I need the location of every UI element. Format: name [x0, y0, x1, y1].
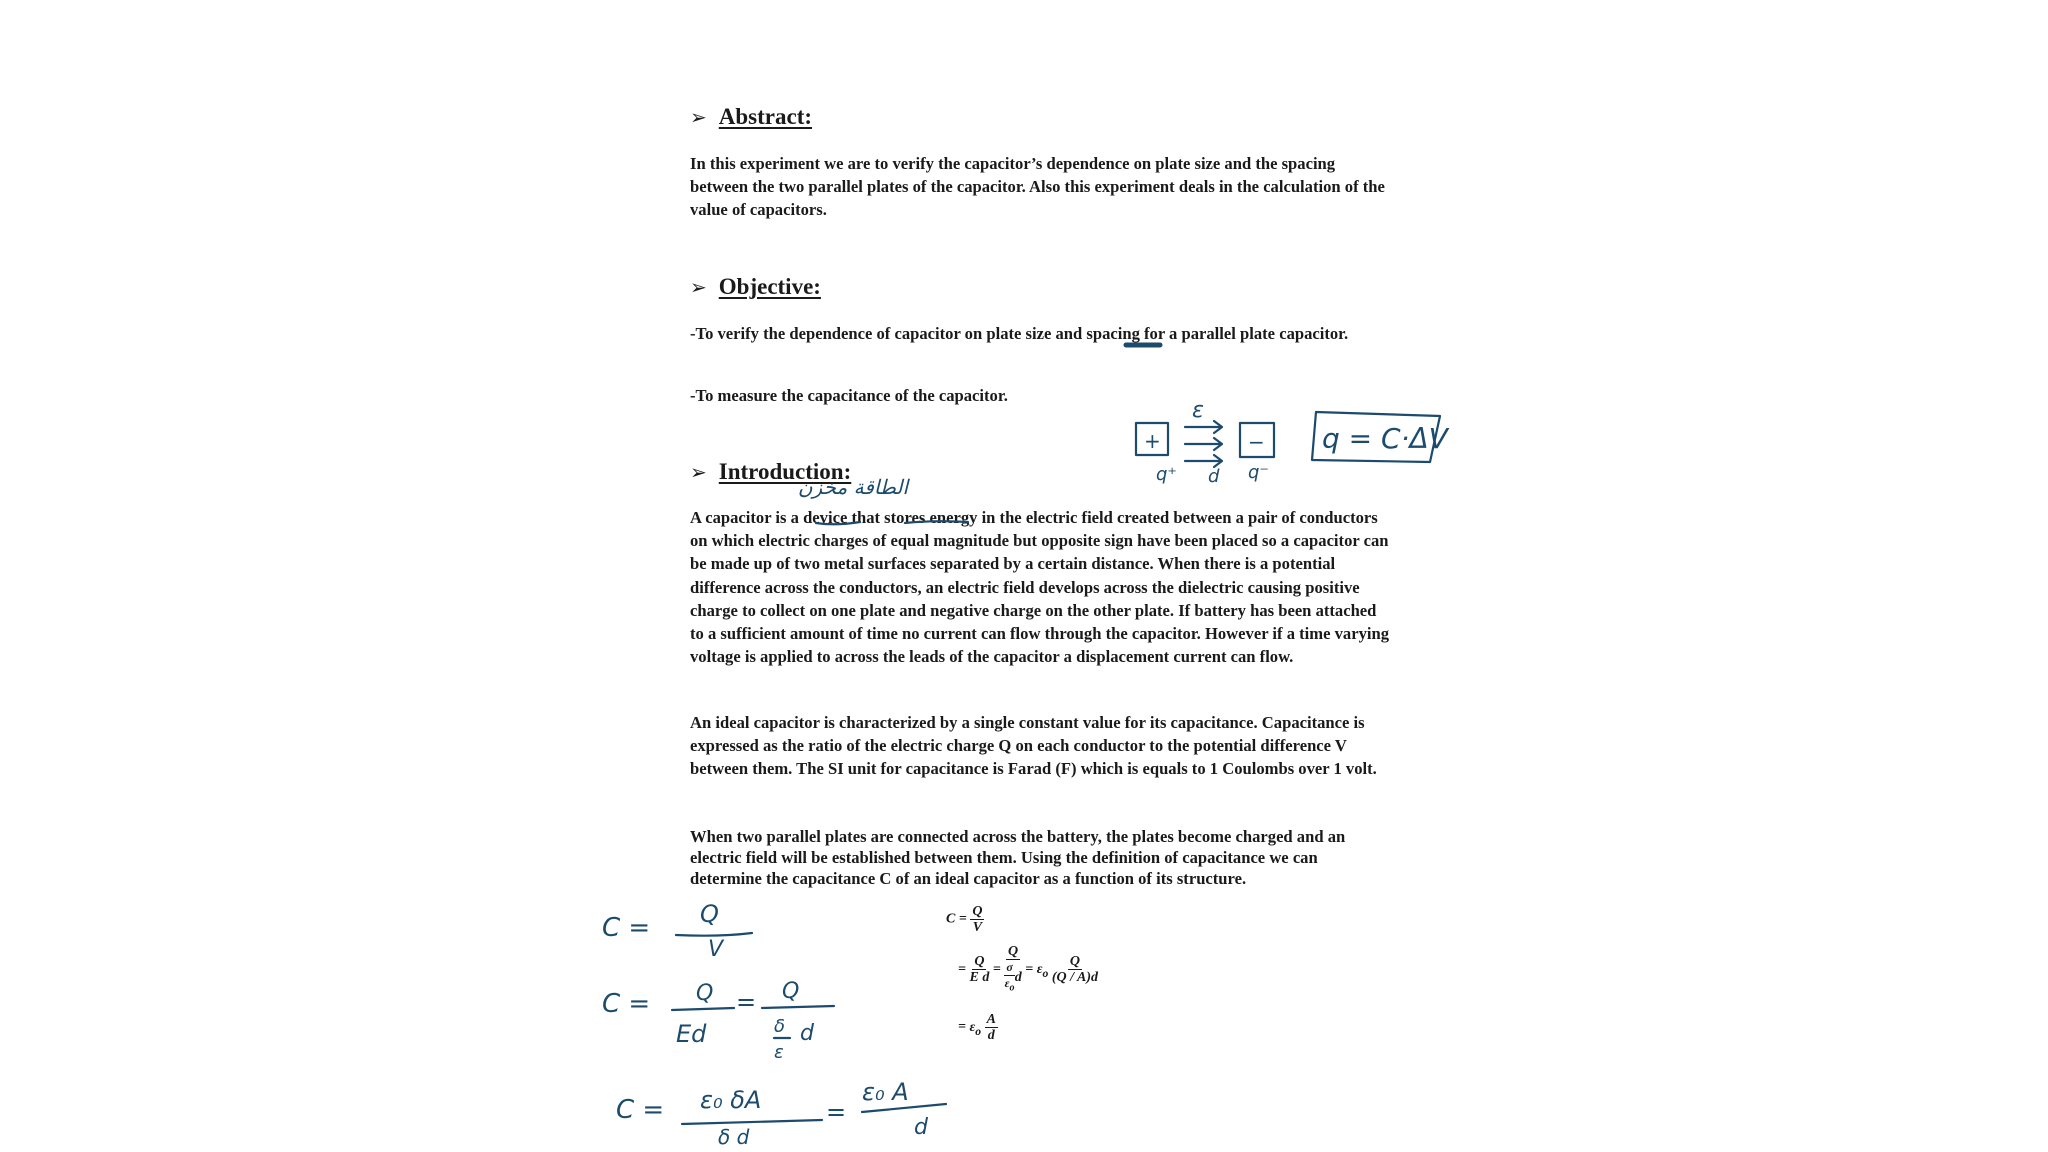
- hand-fraction-bar-3: [762, 1006, 834, 1008]
- abstract-text: In this experiment we are to verify the capacitor’s dependence on plate size and the spacing between the two parallel plates of the capacitor. Also this experiment deals in the calculation of the value of capacitors.: [690, 154, 1385, 220]
- hand-minus-label: −: [1248, 430, 1265, 454]
- hand-sigma-d: δ d: [718, 1125, 750, 1149]
- hand-arabic-note: الطاقة مخزن: [797, 475, 908, 499]
- negative-plate-box: [1240, 423, 1274, 457]
- hand-q-numerator-3: Q: [782, 979, 800, 1004]
- hand-equals-1: =: [736, 988, 757, 1016]
- formula-box: [1312, 412, 1440, 462]
- hand-q-minus-label: q⁻: [1248, 462, 1269, 483]
- introduction-title: Introduction:: [718, 459, 852, 484]
- hand-q-numerator-1: Q: [700, 900, 719, 928]
- hand-plus-label: +: [1144, 429, 1161, 453]
- field-arrow-icon: [1185, 421, 1222, 433]
- field-arrow-icon: [1185, 438, 1222, 450]
- intro-paragraph-2: An ideal capacitor is characterized by a single constant value for its capacitance. Capacitance is expressed as the ratio of the electric charge Q on each conductor to the potential difference V between them. The SI unit for capacitance is Farad (F) which is equals to 1 Coulombs over 1 volt.: [690, 713, 1377, 779]
- objective-heading: [690, 274, 821, 300]
- hand-d-label: d: [1208, 466, 1220, 487]
- equation-result: = $\varepsilon_o$ $\frac{A}{d}$: [958, 1012, 996, 1043]
- hand-sigma: δ: [774, 1016, 786, 1037]
- hand-c-eq-2: C =: [602, 989, 651, 1019]
- introduction-heading: [690, 459, 851, 485]
- hand-fraction-bar-1: [676, 933, 752, 936]
- intro-paragraph-1: A capacitor is a device that stores energy in the electric field created between a pair of conductors on which electric charges of equal magnitude but opposite sign have been placed so a capacitor can be made up of two metal surfaces separated by a certain distance. When there is a potential difference across the conductors, an electric field develops across the dielectric causing positive charge to collect on one plate and negative charge on the other plate. If battery has been attached to a sufficient amount of time no current can flow through the capacitor. However if a time varying voltage is applied to across the leads of the capacitor a displacement current can flow.: [690, 508, 1390, 667]
- hand-fraction-bar-2: [672, 1008, 734, 1010]
- bullet-arrow-icon: ➢: [690, 105, 707, 129]
- hand-eps: ε: [774, 1042, 784, 1063]
- hand-c-eq-1: C =: [602, 913, 651, 943]
- hand-q-plus-label: q⁺: [1156, 464, 1177, 485]
- objective-line-2: -To measure the capacitance of the capacitor.: [690, 386, 1008, 405]
- hand-c-eq-3: C =: [616, 1095, 665, 1125]
- field-arrow-icon: [1185, 455, 1222, 467]
- hand-d-2: d: [914, 1115, 928, 1140]
- hand-epsilon-label: ε: [1192, 398, 1204, 423]
- hand-q-numerator-2: Q: [696, 981, 714, 1006]
- equation-c-equals-q-over-v: C = $\frac{Q}{V}$: [946, 904, 983, 935]
- bullet-arrow-icon: ➢: [690, 275, 707, 299]
- hand-fraction-bar-4: [682, 1120, 822, 1124]
- hand-fraction-bar-5: [862, 1104, 946, 1112]
- hand-eps-a: ε₀ A: [862, 1078, 909, 1106]
- hand-boxed-formula: q = C·ΔV: [1322, 422, 1448, 455]
- abstract-heading: [690, 104, 812, 130]
- hand-ed-denominator: Ed: [676, 1020, 707, 1048]
- positive-plate-box: [1136, 423, 1168, 455]
- intro-paragraph-3: When two parallel plates are connected across the battery, the plates become charged and an electric field will be established between them. Using the definition of capacitance we can determine the capacitance C of an ideal capacitor as a function of its structure.: [690, 827, 1346, 888]
- bullet-arrow-icon: ➢: [690, 460, 707, 484]
- objective-title: Objective:: [718, 274, 821, 299]
- objective-line-1: -To verify the dependence of capacitor on plate size and spacing for a parallel plate capacitor.: [690, 324, 1349, 343]
- hand-d-1: d: [800, 1021, 814, 1046]
- hand-eps-sigma-a: ε₀ δA: [700, 1086, 762, 1114]
- equation-expansion: = $\frac{Q}{\text{E d}}$ = Q $\frac{\sigma}{\varepsilon_o}$ d = $\varepsilon_o$ $\frac{Q}{(Q / A)d}$: [958, 944, 1098, 994]
- hand-equals-2: =: [826, 1098, 847, 1126]
- abstract-title: Abstract:: [718, 104, 813, 129]
- hand-v-denominator: V: [708, 937, 724, 962]
